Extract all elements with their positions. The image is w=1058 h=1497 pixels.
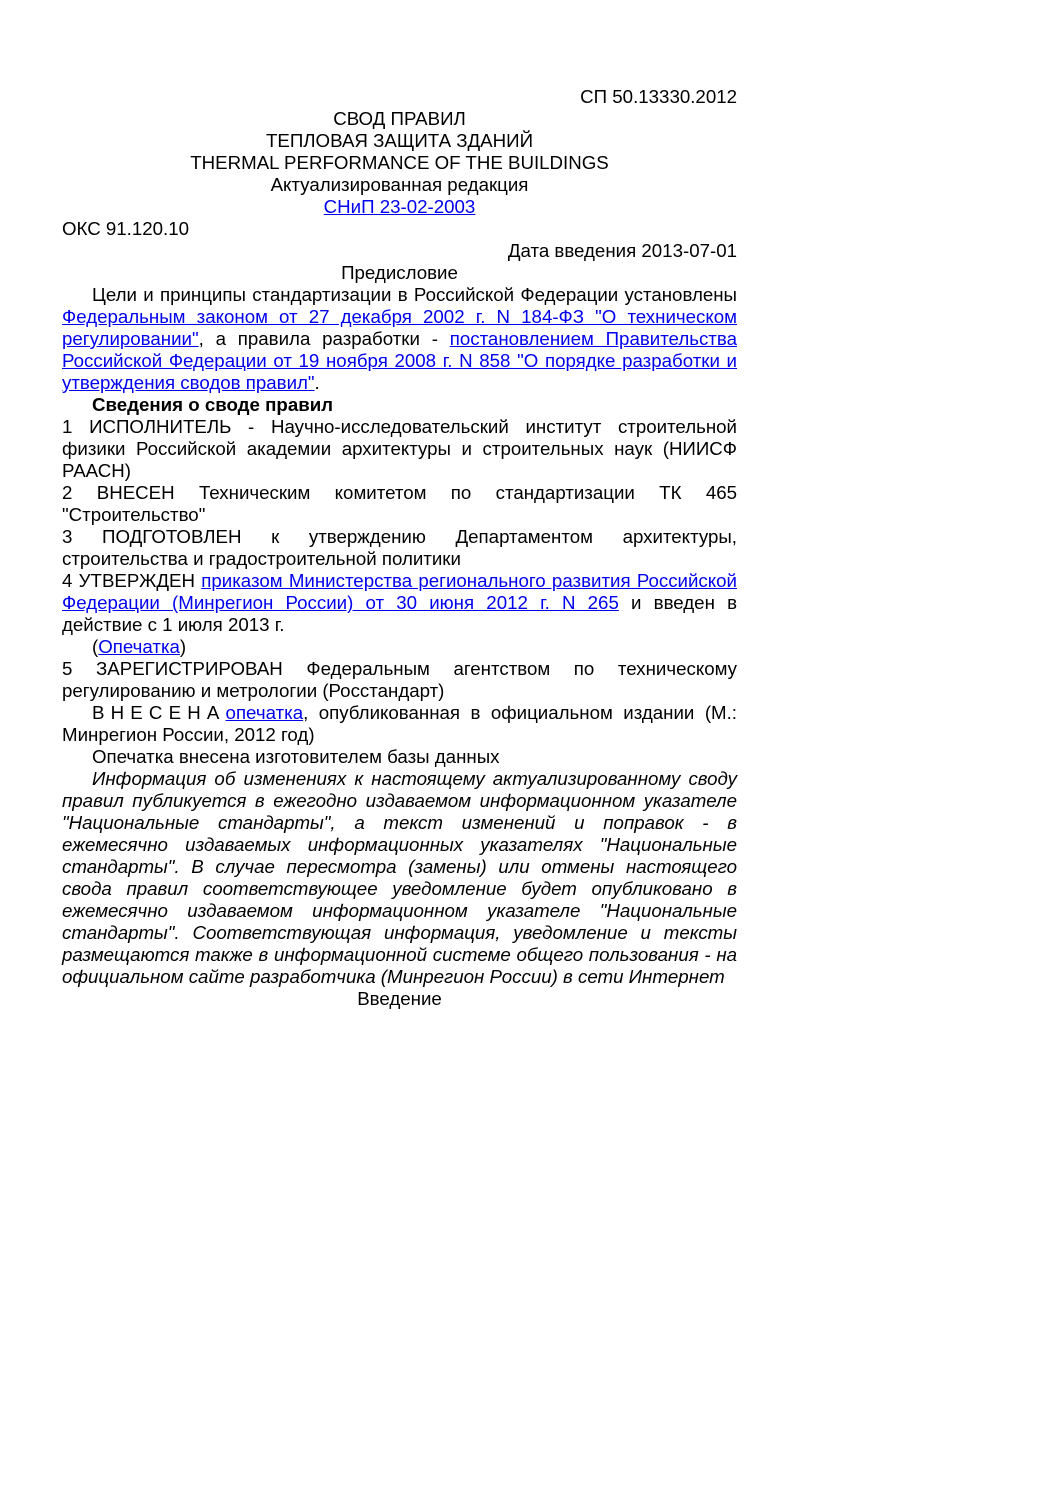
goals-text-3: . — [314, 372, 320, 393]
opechatka-link[interactable]: опечатка — [225, 702, 304, 723]
doc-code: СП 50.13330.2012 — [580, 86, 737, 107]
preface-heading: Предисловие — [341, 262, 458, 283]
vnesena-paragraph — [62, 702, 737, 746]
preface-item-5-registered: 5 ЗАРЕГИСТРИРОВАН Федеральным агентством по техническому регулированию и метрологии (Росстандарт) — [62, 658, 737, 701]
info-changes-paragraph: Информация об изменениях к настоящему актуализированному своду правил публикуется в ежегодно издаваемом информационном указателе "Национальные стандарты", а текст изменений и поправок - в ежемесячно издаваемых информационных указателях "Национальные стандарты". В случае пересмотра (замены) или отмены настоящего свода правил соответствующее уведомление будет опубликовано в ежемесячно издаваемом информационном указателе "Национальные стандарты". Соответствующая информация, уведомление и тексты размещаются также в информационной системе общего пользования - на официальном сайте разработчика (Минрегион России) в сети Интернет — [62, 768, 737, 987]
doc-kind: СВОД ПРАВИЛ — [333, 108, 466, 129]
federal-law-184-fz-link[interactable]: Федеральным законом от 27 декабря 2002 г. N 184-ФЗ "О техническом регулировании" — [62, 306, 737, 349]
text-column — [62, 86, 737, 1010]
erratum-source-note: Опечатка внесена изготовителем базы данных — [92, 746, 500, 767]
doc-title-en: THERMAL PERFORMANCE OF THE BUILDINGS — [190, 152, 609, 173]
edition-link-line — [62, 196, 737, 218]
goals-text-1: Цели и принципы стандартизации в Российской Федерации установлены — [92, 284, 737, 305]
snip-23-02-2003-link[interactable]: СНиП 23-02-2003 — [323, 196, 476, 217]
paragraph-standardization-goals — [62, 284, 737, 394]
edition-block — [62, 174, 737, 218]
preface-item-2-submitted: 2 ВНЕСЕН Техническим комитетом по стандартизации ТК 465 "Строительство" — [62, 482, 737, 525]
erratum-link[interactable]: Опечатка — [98, 636, 180, 657]
info-subheading: Сведения о своде правил — [92, 394, 334, 415]
oks-code: ОКС 91.120.10 — [62, 218, 190, 239]
item4-text-2: и введен в действие с 1 июля 2013 г. — [62, 592, 738, 635]
effective-date: Дата введения 2013-07-01 — [507, 240, 737, 261]
vnesena-word: ВНЕСЕНА — [92, 702, 226, 723]
minregion-order-265-link[interactable]: приказом Министерства регионального развития Российской Федерации (Минрегион России) от 30 июня 2012 г. N 265 — [62, 570, 737, 613]
vnesena-text: , опубликованная в официальном издании (М.: Минрегион России, 2012 год) — [62, 702, 737, 745]
preface-item-1-executor: 1 ИСПОЛНИТЕЛЬ - Научно-исследовательский институт строительной физики Российской академии архитектуры и строительных наук (НИИСФ РААСН) — [62, 416, 737, 481]
preface-item-4-approved — [62, 570, 737, 636]
doc-title-ru: ТЕПЛОВАЯ ЗАЩИТА ЗДАНИЙ — [265, 130, 534, 151]
item4-text-1: 4 УТВЕРЖДЕН — [62, 570, 202, 591]
government-decree-858-link[interactable]: постановлением Правительства Российской Федерации от 19 ноября 2008 г. N 858 "О порядке разработки и утверждения сводов правил" — [62, 328, 737, 393]
erratum-open-paren: ( — [92, 636, 99, 657]
erratum-note — [62, 636, 737, 658]
preface-item-3-prepared: 3 ПОДГОТОВЛЕН к утверждению Департаментом архитектуры, строительства и градостроительной политики — [62, 526, 737, 569]
edition-label: Актуализированная редакция — [270, 174, 529, 195]
erratum-close-paren: ) — [179, 636, 187, 657]
goals-text-2: , а правила разработки - — [198, 328, 450, 349]
introduction-heading: Введение — [357, 988, 442, 1009]
